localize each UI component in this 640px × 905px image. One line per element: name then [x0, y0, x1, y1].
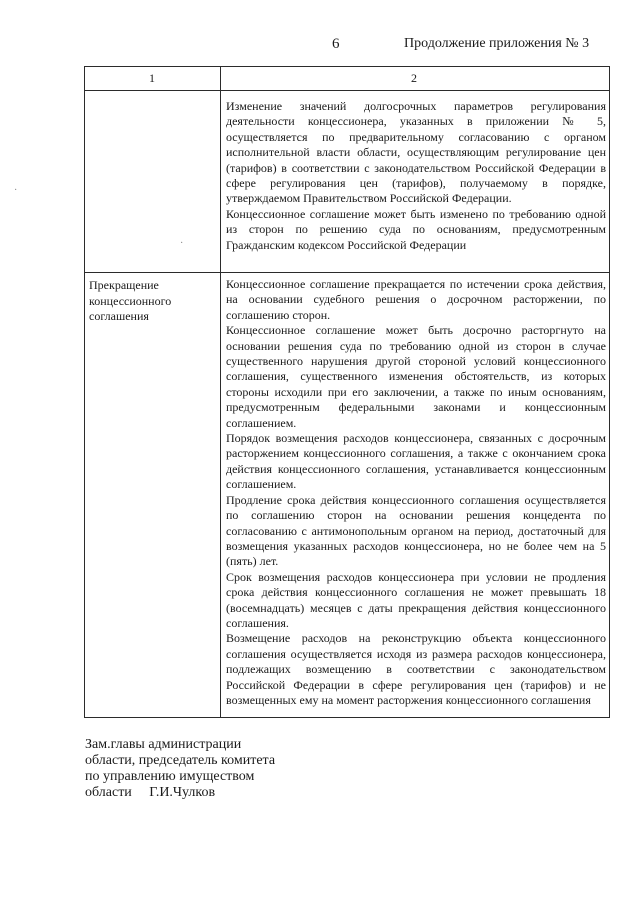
- scan-speck: ·: [14, 185, 18, 196]
- column-1-header: 1: [149, 71, 155, 85]
- row2-content: [226, 277, 606, 708]
- row2-label: Прекращение концессионного соглашения: [89, 278, 172, 323]
- signature-block: [85, 737, 275, 801]
- appendix-continuation-header: Продолжение приложения № 3: [404, 36, 590, 51]
- signature-line: области Г.И.Чулков: [85, 785, 216, 800]
- column-2-header: 2: [411, 71, 417, 85]
- row1-paragraph: Изменение значений долгосрочных параметров регулирования деятельности концессионера, указанных в приложении № 5, осуществляется по предварительному согласованию с органом исполнительной власти области, осуществляющим регулирование цен (тарифов) в соответствии с законодательством Российской Федерации в сфере регулирования цен (тарифов), получаемому в порядке, утверждаемом Правительством Российской Федерации.: [226, 99, 606, 206]
- signature-line: Зам.главы администрации: [85, 737, 242, 752]
- row2-paragraph: Концессионное соглашение прекращается по истечении срока действия, на основании судебного решения о досрочном расторжении, по соглашению сторон.: [226, 277, 606, 322]
- row2-paragraph: Срок возмещения расходов концессионера при условии не продления срока действия концессионного соглашения не может превышать 18 (восемнадцать) месяцев с даты прекращения действия концессионного соглашения.: [226, 569, 606, 630]
- signature-line: области, председатель комитета: [85, 753, 276, 768]
- scan-speck: ·: [180, 238, 184, 249]
- header-row-divider: [85, 90, 609, 91]
- page-number: 6: [332, 36, 340, 52]
- row2-paragraph: Возмещение расходов на реконструкцию объекта концессионного соглашения осуществляется исходя из размера расходов концессионера, подлежащих возмещению в соответствии с законодательством Российской Федерации в сфере регулирования цен (тарифов) и не возмещенных ему на момент расторжения концессионного соглашения: [226, 631, 606, 707]
- row2-paragraph: Продление срока действия концессионного соглашения осуществляется по соглашению сторон на основании решения концедента по согласованию с антимонопольным органом на период, достаточный для возмещения указанных расходов концессионера, но не более чем на 5 (пять) лет.: [226, 492, 606, 569]
- signature-line: по управлению имуществом: [85, 769, 255, 784]
- row-divider: [85, 272, 609, 273]
- document-table: [84, 66, 610, 718]
- row2-paragraph: Концессионное соглашение может быть досрочно расторгнуто на основании решения суда по требованию одной из сторон в случае существенного нарушения другой стороной условий концессионного соглашения, существенного изменения обстоятельств, из которых стороны исходили при его заключении, а также по иным основаниям, предусмотренным федеральными законами и концессионным соглашением.: [226, 323, 606, 430]
- row2-paragraph: Порядок возмещения расходов концессионера, связанных с досрочным расторжением концессионного соглашения, а также с окончанием срока действия концессионного соглашения, устанавливается концессионным соглашением.: [226, 431, 606, 492]
- column-divider: [220, 67, 221, 717]
- row1-paragraph: Концессионное соглашение может быть изменено по требованию одной из сторон по решению суда по основаниям, предусмотренным Гражданским кодексом Российской Федерации: [226, 206, 606, 252]
- row1-content: [226, 99, 606, 253]
